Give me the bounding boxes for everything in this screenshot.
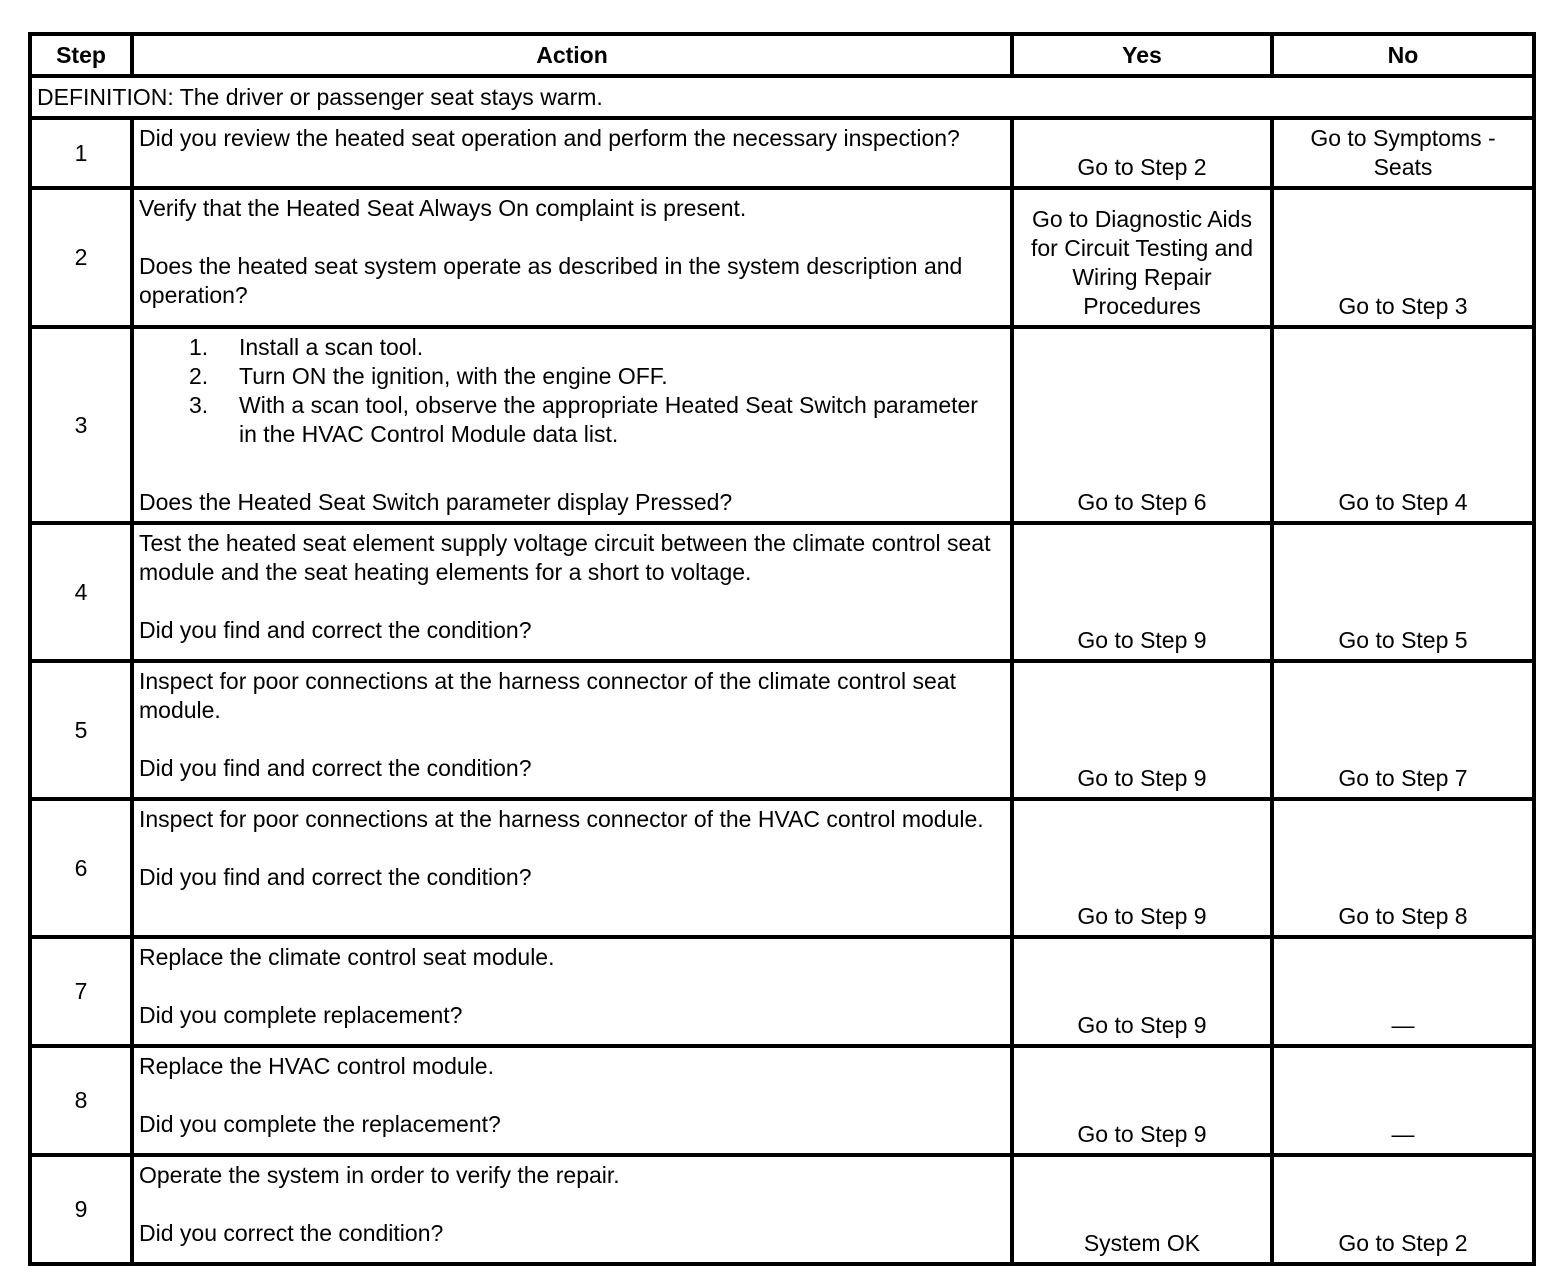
step-instruction: Inspect for poor connections at the harness connector of the climate control seat module. xyxy=(139,668,956,723)
header-action: Action xyxy=(132,34,1012,76)
step-row xyxy=(30,327,1534,523)
yes-result: Go to Step 2 xyxy=(1012,118,1272,188)
no-result: — xyxy=(1272,937,1534,1046)
no-result: Go to Step 3 xyxy=(1272,188,1534,327)
step-row xyxy=(30,799,1534,937)
step-question: Does the Heated Seat Switch parameter display Pressed? xyxy=(139,489,733,515)
header-yes: Yes xyxy=(1012,34,1272,76)
step-question: Did you complete replacement? xyxy=(139,1002,463,1028)
step-question: Did you find and correct the condition? xyxy=(139,864,532,890)
yes-result: Go to Step 9 xyxy=(1012,1046,1272,1155)
step-row xyxy=(30,188,1534,327)
step-number: 6 xyxy=(30,799,132,937)
yes-result: Go to Step 9 xyxy=(1012,937,1272,1046)
no-result: Go to Symptoms - Seats xyxy=(1272,118,1534,188)
step-instruction: Replace the climate control seat module. xyxy=(139,944,555,970)
step-instruction: Inspect for poor connections at the harness connector of the HVAC control module. xyxy=(139,806,984,832)
step-question: Did you complete the replacement? xyxy=(139,1111,501,1137)
step-instruction: Operate the system in order to verify the repair. xyxy=(139,1162,620,1188)
step-action xyxy=(132,661,1012,799)
step-instruction: Verify that the Heated Seat Always On complaint is present. xyxy=(139,195,747,221)
step-row xyxy=(30,937,1534,1046)
step-action xyxy=(132,188,1012,327)
step-number: 4 xyxy=(30,523,132,661)
yes-result: Go to Step 6 xyxy=(1012,327,1272,523)
yes-result: Go to Step 9 xyxy=(1012,523,1272,661)
step-action xyxy=(132,1046,1012,1155)
step-number: 3 xyxy=(30,327,132,523)
step-question: Did you correct the condition? xyxy=(139,1220,444,1246)
step-row xyxy=(30,118,1534,188)
substep: 1. Install a scan tool. xyxy=(189,334,424,360)
diagnostic-table xyxy=(28,32,1536,1266)
header-row xyxy=(30,34,1534,76)
step-number: 1 xyxy=(30,118,132,188)
step-row xyxy=(30,1155,1534,1264)
no-result: Go to Step 4 xyxy=(1272,327,1534,523)
step-action xyxy=(132,937,1012,1046)
no-result: Go to Step 7 xyxy=(1272,661,1534,799)
step-action xyxy=(132,523,1012,661)
step-action xyxy=(132,1155,1012,1264)
step-row xyxy=(30,661,1534,799)
step-number: 5 xyxy=(30,661,132,799)
step-action xyxy=(132,327,1012,523)
step-number: 2 xyxy=(30,188,132,327)
step-instruction: Test the heated seat element supply voltage circuit between the climate control seat module and the seat heating elements for a short to voltage. xyxy=(139,530,991,585)
header-step: Step xyxy=(30,34,132,76)
yes-result: Go to Diagnostic Aids for Circuit Testing and Wiring Repair Procedures xyxy=(1012,188,1272,327)
no-result: Go to Step 2 xyxy=(1272,1155,1534,1264)
no-result: Go to Step 8 xyxy=(1272,799,1534,937)
step-question: Does the heated seat system operate as described in the system description and operation? xyxy=(139,253,963,308)
yes-result: Go to Step 9 xyxy=(1012,661,1272,799)
definition-text: DEFINITION: The driver or passenger seat stays warm. xyxy=(30,76,1534,118)
substep: 3. With a scan tool, observe the appropriate Heated Seat Switch parameter in the HVAC Control Module data list. xyxy=(189,392,978,447)
step-row xyxy=(30,523,1534,661)
yes-result: Go to Step 9 xyxy=(1012,799,1272,937)
step-question: Did you review the heated seat operation and perform the necessary inspection? xyxy=(139,125,960,151)
step-number: 9 xyxy=(30,1155,132,1264)
no-result: Go to Step 5 xyxy=(1272,523,1534,661)
step-number: 8 xyxy=(30,1046,132,1155)
substep-list xyxy=(139,333,1002,449)
substep: 2. Turn ON the ignition, with the engine OFF. xyxy=(189,363,668,389)
step-action xyxy=(132,799,1012,937)
step-action xyxy=(132,118,1012,188)
header-no: No xyxy=(1272,34,1534,76)
step-row xyxy=(30,1046,1534,1155)
definition-row xyxy=(30,76,1534,118)
no-result: — xyxy=(1272,1046,1534,1155)
yes-result: System OK xyxy=(1012,1155,1272,1264)
step-number: 7 xyxy=(30,937,132,1046)
step-question: Did you find and correct the condition? xyxy=(139,755,532,781)
step-instruction: Replace the HVAC control module. xyxy=(139,1053,494,1079)
step-question: Did you find and correct the condition? xyxy=(139,617,532,643)
